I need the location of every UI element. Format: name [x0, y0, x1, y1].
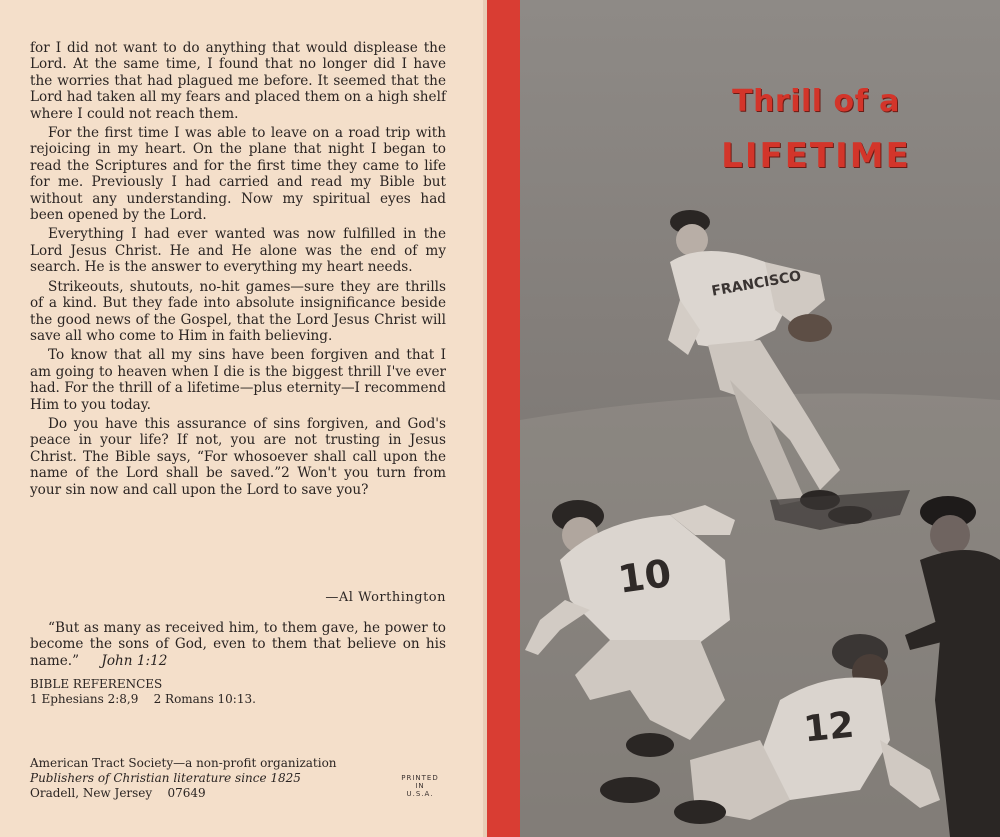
- red-spine: [487, 0, 520, 837]
- printed-in-usa-stamp: [393, 774, 447, 798]
- stamp-line: PRINTED: [401, 774, 439, 782]
- paragraph: To know that all my sins have been forgiven and that I am going to heaven when I die is the biggest thrill I've ever had. For the thrill of a lifetime—plus eternity—I recommend Him to you today.: [30, 347, 446, 413]
- publisher-tagline: Publishers of Christian literature since 1825: [30, 771, 301, 785]
- cover-title: [707, 84, 925, 176]
- publisher-info: [30, 756, 337, 801]
- paragraph: Strikeouts, shutouts, no-hit games—sure they are thrills of a kind. But they fade into absolute insignificance beside the good news of the Gospel, that the Lord Jesus Christ will save all who come to Him in faith believing.: [30, 278, 446, 344]
- publisher-address: Oradell, New Jersey 07649: [30, 786, 206, 800]
- stamp-line: U.S.A.: [406, 790, 434, 798]
- references-heading: BIBLE REFERENCES: [30, 677, 163, 691]
- quote-text: “But as many as received him, to them gave, he power to become the sons of God, even to them that believe on his name.”: [30, 620, 446, 669]
- publisher-name: American Tract Society—a non-profit organization: [30, 756, 337, 770]
- cover-photo: [520, 0, 1000, 837]
- title-line-one: Thrill of a: [732, 84, 900, 119]
- jersey-number-ten: 10: [615, 550, 674, 602]
- stamp-line: IN: [415, 782, 425, 790]
- testimony-body: [30, 40, 446, 501]
- author-signature: —Al Worthington: [325, 590, 446, 605]
- title-line-two: LIFETIME: [721, 136, 911, 176]
- paragraph: Everything I had ever wanted was now fulfilled in the Lord Jesus Christ. He and He alone was the end of my search. He is the answer to everything my heart needs.: [30, 226, 446, 276]
- paragraph: For the first time I was able to leave on a road trip with rejoicing in my heart. On the plane that night I began to read the Scriptures and for the first time they came to life for me. Previously I had carried and read my Bible but without any understanding. Now my spiritual eyes had been opened by the Lord.: [30, 125, 446, 224]
- jersey-number-twelve: 12: [801, 704, 856, 751]
- quote-reference: John 1:12: [101, 652, 168, 669]
- left-text-page: [0, 0, 487, 837]
- paragraph: for I did not want to do anything that would displease the Lord. At the same time, I found that no longer did I have the worries that had plagued me before. It seemed that the Lord had taken all my fears and placed them on a high shelf where I could not reach them.: [30, 40, 446, 122]
- bible-references: [30, 677, 256, 707]
- scripture-quote: [30, 620, 446, 669]
- references-list: 1 Ephesians 2:8,9 2 Romans 10:13.: [30, 692, 256, 706]
- paragraph: Do you have this assurance of sins forgiven, and God's peace in your life? If not, you are not trusting in Jesus Christ. The Bible says, “For whosoever shall call upon the name of the Lord shall be saved.”2 Won't you turn from your sin now and call upon the Lord to save you?: [30, 415, 446, 498]
- jersey-lettering: FRANCISCO: [710, 268, 803, 300]
